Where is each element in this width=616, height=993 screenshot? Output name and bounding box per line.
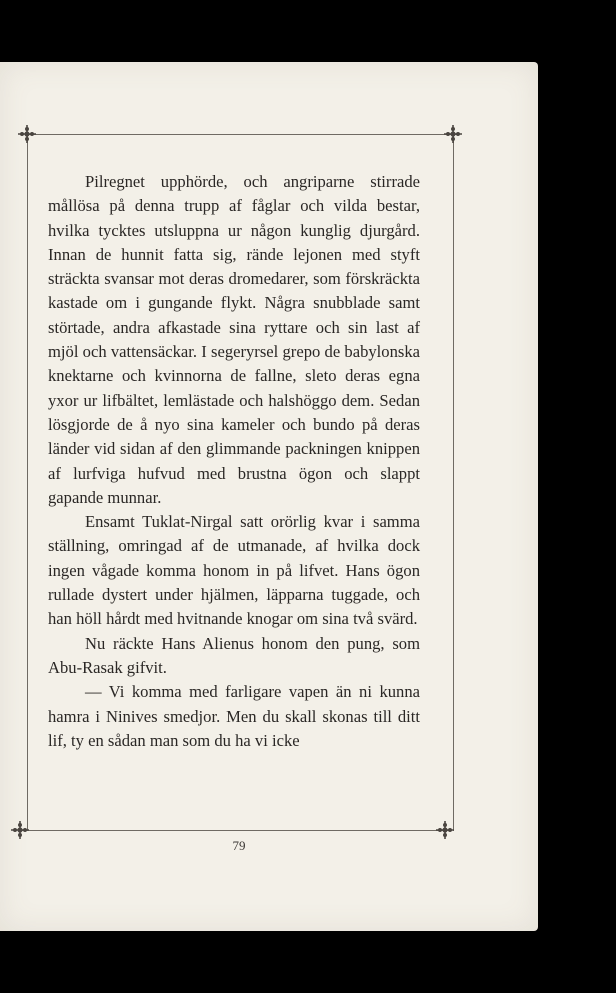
book-page — [0, 62, 538, 931]
paragraph: Nu räckte Hans Alienus honom den pung, som Abu-Rasak gifvit. — [48, 633, 420, 677]
paragraph: — Vi komma med farligare vapen än ni kunna hamra i Ninives smedjor. Men du skall skonas till ditt lif, ty en sådan man som du ha vi icke — [48, 682, 420, 750]
frame-rule-top — [27, 134, 457, 135]
cross-ornament-icon — [442, 123, 464, 145]
frame-rule-left — [27, 134, 28, 831]
cross-ornament-icon — [16, 123, 38, 145]
frame-rule-bottom — [20, 830, 450, 831]
frame-rule-right — [453, 134, 454, 831]
body-text — [48, 170, 420, 753]
paragraph: Pilregnet upphörde, och angriparne stirrade mållösa på denna trupp af fåglar och vilda bestar, hvilka tycktes utsluppna ur någon kunglig djurgård. Innan de hunnit fatta sig, rände lejonen med styft sträckta svansar mot deras dromedarer, som förskräckta kastade om i gungande flykt. Några snubblade samt störtade, andra afkastade sina ryttare och sin last af mjöl och vattensäckar. I segeryrsel grepo de babylonska knektarne och kvinnorna de fallne, sleto deras egna yxor ur lifbältet, lemlästade och halshöggo dem. Sedan lösgjorde de å nyo sina kameler och bundo på deras länder vid sidan af den glimmande packningen knippen af lurfviga hufvud med brustna ögon och slappt gapande munnar. — [48, 172, 420, 507]
paragraph: Ensamt Tuklat-Nirgal satt orörlig kvar i samma ställning, omringad af de utmanade, af hvilka dock ingen vågade komma honom in på lifvet. Hans ögon rullade dystert under hjälmen, läpparna tuggade, och han höll hårdt med hvitnande knogar om sina två svärd. — [48, 512, 420, 629]
page-number: 79 — [232, 838, 246, 853]
